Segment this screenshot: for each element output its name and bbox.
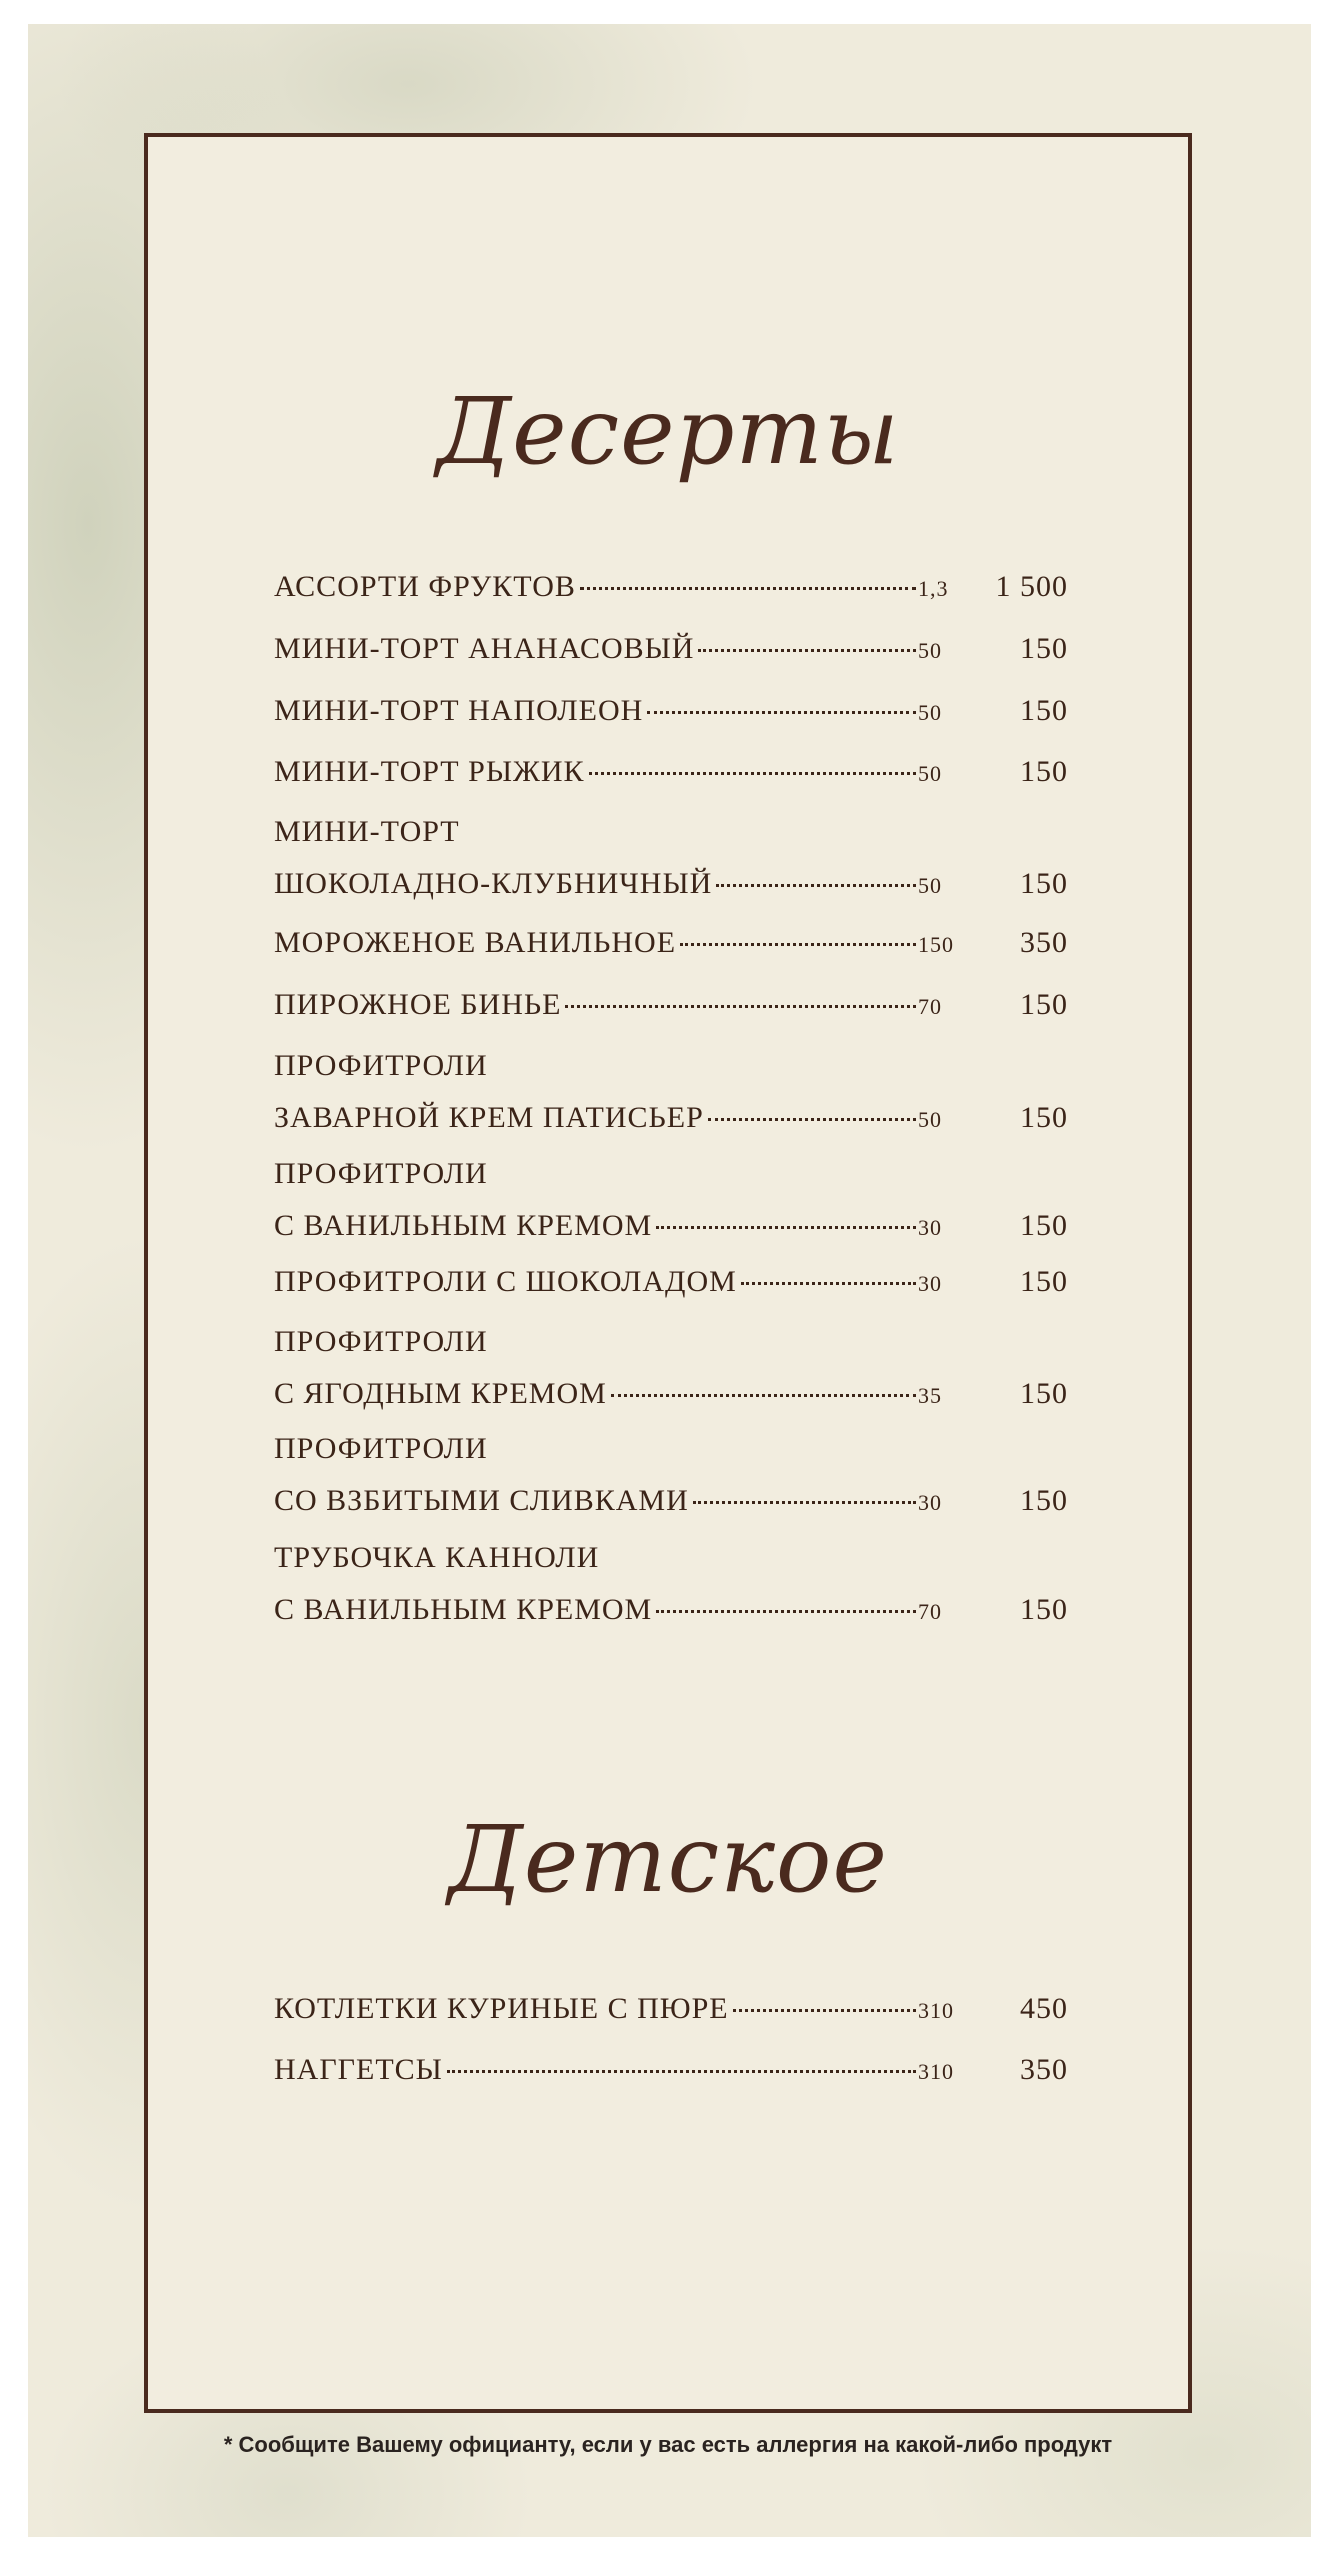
item-weight: 50 bbox=[918, 700, 942, 725]
menu-item bbox=[274, 1157, 1068, 1257]
item-name: МИНИ-ТОРТ НАПОЛЕОН bbox=[274, 694, 644, 727]
item-name: ПРОФИТРОЛИ С ШОКОЛАДОМ bbox=[274, 1265, 737, 1298]
item-name: МИНИ-ТОРТ РЫЖИК bbox=[274, 755, 585, 788]
menu-item bbox=[274, 1325, 1068, 1425]
menu-item bbox=[274, 632, 1068, 680]
item-name-line1: МИНИ-ТОРТ bbox=[274, 815, 460, 848]
item-weight: 310 bbox=[918, 1998, 954, 2023]
menu-item bbox=[274, 1432, 1068, 1532]
item-weight: 35 bbox=[918, 1383, 942, 1408]
item-weight: 30 bbox=[918, 1490, 942, 1515]
leader-dots bbox=[693, 1501, 916, 1504]
leader-dots bbox=[647, 711, 916, 714]
item-name: КОТЛЕТКИ КУРИНЫЕ С ПЮРЕ bbox=[274, 1992, 729, 2025]
item-name-line1: ТРУБОЧКА КАННОЛИ bbox=[274, 1541, 600, 1574]
section-title-kids: Детское bbox=[448, 1806, 888, 1913]
leader-dots bbox=[656, 1610, 916, 1613]
item-price: 1 500 bbox=[995, 570, 1068, 603]
section-title-desserts: Десерты bbox=[436, 378, 900, 485]
item-weight: 30 bbox=[918, 1215, 942, 1240]
item-name-line1: ПРОФИТРОЛИ bbox=[274, 1157, 488, 1190]
item-price: 350 bbox=[1020, 2053, 1068, 2086]
item-name-line1: ПРОФИТРОЛИ bbox=[274, 1049, 488, 1082]
menu-item bbox=[274, 1265, 1068, 1313]
item-name: СО ВЗБИТЫМИ СЛИВКАМИ bbox=[274, 1484, 689, 1517]
menu-item bbox=[274, 988, 1068, 1036]
item-name: С ЯГОДНЫМ КРЕМОМ bbox=[274, 1377, 607, 1410]
item-price: 150 bbox=[1020, 1377, 1068, 1410]
leader-dots bbox=[565, 1005, 916, 1008]
item-weight: 150 bbox=[918, 932, 954, 957]
item-price: 150 bbox=[1020, 632, 1068, 665]
item-price: 350 bbox=[1020, 926, 1068, 959]
leader-dots bbox=[698, 649, 916, 652]
item-price: 150 bbox=[1020, 1209, 1068, 1242]
leader-dots bbox=[733, 2009, 916, 2012]
item-price: 150 bbox=[1020, 988, 1068, 1021]
menu-item bbox=[274, 1541, 1068, 1641]
leader-dots bbox=[680, 943, 916, 946]
leader-dots bbox=[741, 1282, 916, 1285]
leader-dots bbox=[716, 884, 916, 887]
item-weight: 50 bbox=[918, 873, 942, 898]
menu-item bbox=[274, 1992, 1068, 2040]
item-price: 150 bbox=[1020, 1101, 1068, 1134]
item-name: ПИРОЖНОЕ БИНЬЕ bbox=[274, 988, 562, 1021]
item-weight: 70 bbox=[918, 1599, 942, 1624]
item-price: 150 bbox=[1020, 694, 1068, 727]
leader-dots bbox=[611, 1394, 916, 1397]
leader-dots bbox=[589, 772, 916, 775]
menu-item bbox=[274, 1049, 1068, 1149]
menu-item bbox=[274, 926, 1068, 974]
leader-dots bbox=[447, 2070, 916, 2073]
item-name: ШОКОЛАДНО-КЛУБНИЧНЫЙ bbox=[274, 867, 713, 900]
leader-dots bbox=[580, 587, 916, 590]
item-name: АССОРТИ ФРУКТОВ bbox=[274, 570, 576, 603]
item-weight: 30 bbox=[918, 1271, 942, 1296]
item-price: 150 bbox=[1020, 1484, 1068, 1517]
item-price: 150 bbox=[1020, 755, 1068, 788]
menu-item bbox=[274, 570, 1068, 618]
item-price: 150 bbox=[1020, 1593, 1068, 1626]
item-name: МОРОЖЕНОЕ ВАНИЛЬНОЕ bbox=[274, 926, 677, 959]
item-price: 150 bbox=[1020, 867, 1068, 900]
leader-dots bbox=[708, 1118, 916, 1121]
leader-dots bbox=[656, 1226, 916, 1229]
item-price: 150 bbox=[1020, 1265, 1068, 1298]
item-name: С ВАНИЛЬНЫМ КРЕМОМ bbox=[274, 1209, 653, 1242]
menu-item bbox=[274, 755, 1068, 803]
item-weight: 70 bbox=[918, 994, 942, 1019]
item-name-line1: ПРОФИТРОЛИ bbox=[274, 1325, 488, 1358]
item-weight: 50 bbox=[918, 1107, 942, 1132]
menu-item bbox=[274, 2053, 1068, 2101]
menu-item bbox=[274, 815, 1068, 915]
item-price: 450 bbox=[1020, 1992, 1068, 2025]
item-name: МИНИ-ТОРТ АНАНАСОВЫЙ bbox=[274, 632, 695, 665]
item-name-line1: ПРОФИТРОЛИ bbox=[274, 1432, 488, 1465]
menu-item bbox=[274, 694, 1068, 742]
item-weight: 50 bbox=[918, 761, 942, 786]
item-name: С ВАНИЛЬНЫМ КРЕМОМ bbox=[274, 1593, 653, 1626]
item-name: НАГГЕТСЫ bbox=[274, 2053, 443, 2086]
item-weight: 50 bbox=[918, 638, 942, 663]
allergy-footnote: * Сообщите Вашему официанту, если у вас есть аллергия на какой-либо продукт bbox=[223, 2432, 1113, 2457]
item-weight: 310 bbox=[918, 2059, 954, 2084]
item-name: ЗАВАРНОЙ КРЕМ ПАТИСЬЕР bbox=[274, 1101, 704, 1134]
item-weight: 1,3 bbox=[918, 576, 949, 601]
